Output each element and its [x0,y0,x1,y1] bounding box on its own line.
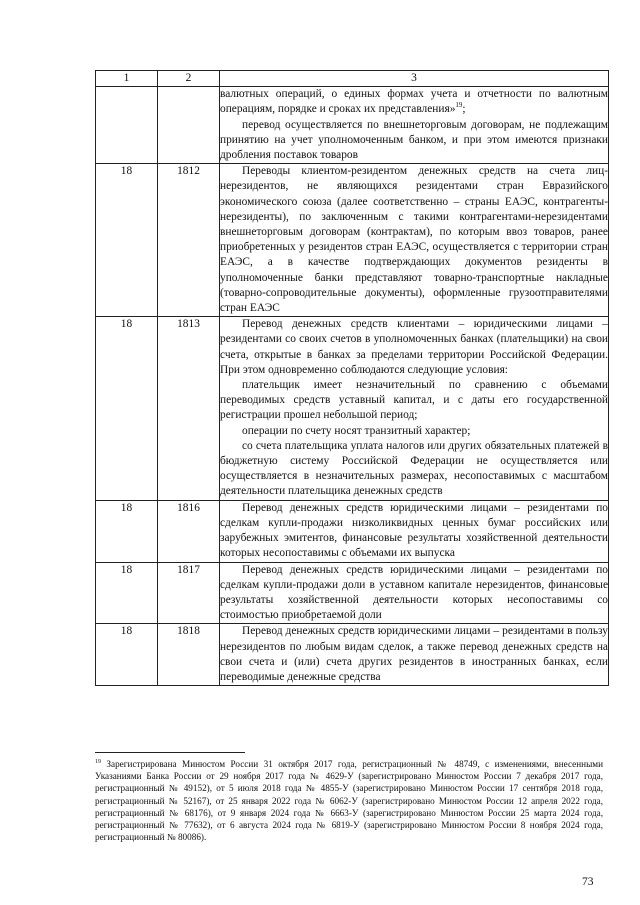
cell-group: 18 [96,164,158,317]
table-row [96,164,609,317]
continuation-semicolon: ; [462,103,466,116]
cell-code: 1818 [158,624,220,686]
continuation-line-1: валютных операций, о единых формах учета и отчетности по валютным операциям, порядке и сроках их представления» [220,88,608,116]
cell-empty-1 [96,87,158,164]
table-row [96,500,609,562]
footnote [95,758,603,843]
cell-description [220,164,609,317]
header-col-1: 1 [96,71,158,87]
cell-empty-2 [158,87,220,164]
footnote-separator [95,752,245,753]
description-paragraph: со счета плательщика уплата налогов или других обязательных платежей в бюджетную систему Российской Федерации не осуществляется или осуществляется в незначительных размерах, несопоставимых с масштабом деятельности плательщика денежных средств [220,439,608,498]
header-col-2: 2 [158,71,220,87]
cell-group: 18 [96,317,158,500]
cell-code: 1816 [158,500,220,562]
continuation-line-2: перевод осуществляется по внешнеторговым договорам, не подлежащим принятию на учет уполномоченным банком, и при этом имеются признаки дробления поставок товаров [220,118,608,162]
codes-table [95,70,609,686]
description-paragraph: плательщик имеет незначительный по сравнению с объемами переводимых средств уставный капитал, и с даты его государственной регистрации прошел небольшой период; [220,379,608,422]
cell-description [220,624,609,686]
footnote-reference[interactable]: 19 [455,101,463,110]
header-col-3: 3 [220,71,609,87]
description-paragraph: Перевод денежных средств юридическими лицами – резидентами в пользу нерезидентов по любым видам сделок, а также перевод денежных средств на свои счета и (или) счета других резидентов в иностранных банках, если переводимые денежные средства [220,625,608,683]
cell-group: 18 [96,500,158,562]
table-row-continuation [96,87,609,164]
footnote-text: Зарегистрирована Минюстом России 31 октября 2017 года, регистрационный № 48749, с изменениями, внесенными Указаниями Банка России от 29 ноября 2017 года № 4629-У (зарегистрировано Минюстом России 7 декабря 2017 года, регистрационный № 49152), от 5 июля 2018 года № 4855-У (зарегистрировано Минюстом России 17 сентября 2018 года, регистрационный № 52167), от 25 января 2022 года № 6062-У (зарегистрировано Минюстом России 12 апреля 2022 года, регистрационный № 68176), от 9 января 2024 года № 6663-У (зарегистрировано Минюстом России 25 марта 2024 года, регистрационный № 77632), от 6 августа 2024 года № 6819-У (зарегистрировано Минюстом России 8 ноября 2024 года, регистрационный № 80086). [95,759,603,843]
description-paragraph: операции по счету носят транзитный характер; [242,424,471,437]
cell-group: 18 [96,562,158,624]
table-row [96,624,609,686]
cell-continuation-text [220,87,609,164]
table-header-row [96,71,609,87]
page-number: 73 [582,876,594,888]
description-paragraph: Переводы клиентом-резидентом денежных средств на счета лиц-нерезидентов, не являющихся резидентами стран Евразийского экономического союза (далее соответственно – страны ЕАЭС, контрагенты-нерезиденты), по заключенным с такими контрагентами-нерезидентами внешнеторговым договорам (контрактам), по которым ввоз товаров, ранее приобретенных у резидентов стран ЕАЭС, осуществляется с территории стран ЕАЭС, а в качестве подтверждающих документов резиденты в уполномоченные банки представляют товарно-транспортные накладные (товарно-сопроводительные документы), оформленные грузоотправителями стран ЕАЭС [220,165,608,315]
table-row [96,317,609,500]
cell-code: 1813 [158,317,220,500]
description-paragraph: Перевод денежных средств юридическими лицами – резидентами по сделкам купли-продажи доли в уставном капитале нерезидентов, финансовые результаты хозяйственной деятельности которых несопоставимы со стоимостью приобретаемой доли [220,563,608,622]
cell-description [220,562,609,624]
cell-description [220,317,609,500]
cell-group: 18 [96,624,158,686]
cell-code: 1812 [158,164,220,317]
description-paragraph: Перевод денежных средств клиентами – юридическими лицами – резидентами со своих счетов в уполномоченных банках (плательщики) на свои счета, открытые в банках за пределами территории Российской Федерации. При этом одновременно соблюдаются следующие условия: [220,318,608,376]
footnote-marker: 19 [95,758,101,765]
cell-code: 1817 [158,562,220,624]
cell-description [220,500,609,562]
description-paragraph: Перевод денежных средств юридическими лицами – резидентами по сделкам купли-продажи низколиквидных ценных бумаг российских или зарубежных эмитентов, финансовые результаты хозяйственной деятельности которых несопоставимы с объемами их выпуска [220,501,608,560]
table-row [96,562,609,624]
